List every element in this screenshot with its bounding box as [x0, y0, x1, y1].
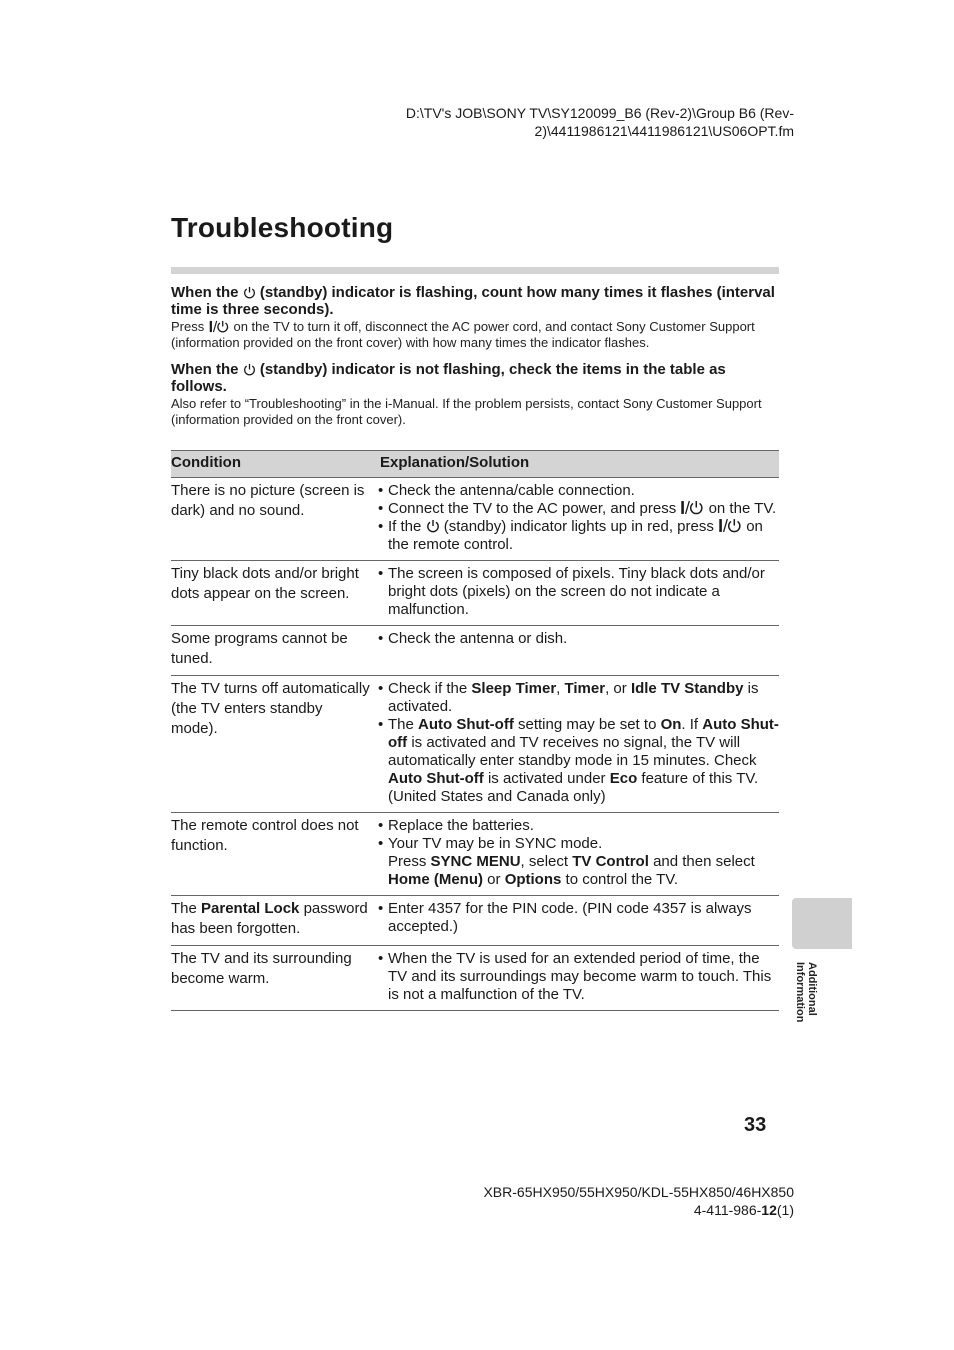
solution-item: • Enter 4357 for the PIN code. (PIN code 4357 is always accepted.) [375, 900, 779, 936]
solution-text: or [487, 871, 501, 888]
solution-cell [375, 813, 779, 896]
setting-name: Parental Lock [201, 900, 300, 917]
table-row [171, 813, 779, 896]
document-code [274, 1201, 794, 1219]
condition-header: Condition [171, 451, 375, 478]
solution-text: Connect the TV to the AC power, and press [388, 500, 677, 517]
setting-name: Sleep Timer [471, 680, 557, 697]
table-row [171, 626, 779, 676]
solution-cell [375, 478, 779, 561]
table-row [171, 561, 779, 626]
solution-text: on the remote control. [388, 518, 763, 553]
setting-name: Auto Shut-off [388, 770, 484, 787]
solution-text: (standby) indicator lights up in red, press [443, 518, 714, 535]
table-row [171, 946, 779, 1011]
setting-name: Eco [609, 770, 638, 787]
condition-cell [171, 896, 375, 946]
solution-text-line [388, 853, 779, 889]
setting-name: Auto Shut-off [418, 716, 514, 733]
page-title: Troubleshooting [171, 212, 394, 243]
document-code-prefix: 4-411-986- [693, 1202, 762, 1218]
solution-cell [375, 676, 779, 813]
file-path-line-2: 2)\4411986121\4411986121\US06OPT.fm [534, 123, 794, 139]
solution-item [375, 680, 779, 716]
table-row [171, 478, 779, 561]
condition-text: password has been forgotten. [171, 900, 368, 937]
setting-name: Idle TV Standby [630, 680, 744, 697]
condition-cell: Some programs cannot be tuned. [171, 626, 375, 676]
solution-item: • Check the antenna/cable connection. [375, 482, 779, 500]
not-flashing-heading-pre: When the [171, 361, 239, 378]
title-divider [171, 267, 779, 274]
document-code-suffix: (1) [776, 1202, 794, 1218]
setting-name: Options [504, 871, 562, 888]
solution-item: • Check the antenna or dish. [375, 630, 779, 648]
flashing-heading-pre: When the [171, 284, 239, 301]
solution-item [375, 835, 779, 889]
not-flashing-section [171, 361, 779, 428]
section-tab-label: Additional Information [794, 962, 818, 1023]
file-path [274, 104, 794, 140]
solution-text: is activated. [388, 680, 759, 715]
document-code-revision: 12 [761, 1202, 777, 1218]
setting-name: Home (Menu) [388, 871, 483, 888]
not-flashing-body: Also refer to “Troubleshooting” in the i-Manual. If the problem persists, contact Sony Customer Support (information provided on the front cover). [171, 396, 762, 427]
model-info [274, 1183, 794, 1219]
flashing-heading [171, 284, 779, 318]
solution-text: Check if the [388, 680, 468, 697]
condition-cell: Tiny black dots and/or bright dots appear on the screen. [171, 561, 375, 626]
flashing-heading-post: (standby) indicator is flashing, count how many times it flashes (interval time is three seconds). [171, 284, 775, 318]
standby-icon [243, 286, 256, 299]
solution-text: , select [520, 853, 569, 870]
flashing-body-post: on the TV to turn it off, disconnect the AC power cord, and contact Sony Customer Support (information provided on the front cover) with how many times the indicator flashes. [171, 319, 755, 350]
solution-text: , or [605, 680, 627, 697]
table-row [171, 676, 779, 813]
condition-cell: There is no picture (screen is dark) and no sound. [171, 478, 375, 561]
page-number: 33 [744, 1114, 767, 1136]
solution-cell [375, 896, 779, 946]
standby-icon [243, 363, 256, 376]
power-icon [718, 518, 742, 533]
standby-icon [426, 519, 440, 533]
not-flashing-heading [171, 361, 779, 395]
solution-item [375, 500, 779, 518]
not-flashing-heading-post: (standby) indicator is not flashing, check the items in the table as follows. [171, 361, 726, 395]
solution-text: feature of this TV. (United States and Canada only) [388, 770, 759, 805]
solution-text: The [388, 716, 414, 733]
flashing-body-pre: Press [171, 319, 205, 334]
section-tab [792, 898, 852, 949]
setting-name: TV Control [572, 853, 649, 870]
model-line: XBR-65HX950/55HX950/KDL-55HX850/46HX850 [483, 1184, 794, 1200]
setting-name: On [660, 716, 682, 733]
table-row [171, 896, 779, 946]
solution-text: If the [388, 518, 422, 535]
flashing-section [171, 284, 779, 351]
condition-cell: The TV turns off automatically (the TV enters standby mode). [171, 676, 375, 813]
power-icon [208, 320, 230, 333]
solution-cell [375, 946, 779, 1011]
setting-name: Timer [564, 680, 606, 697]
solution-text: is activated under [487, 770, 606, 787]
solution-item [375, 518, 779, 554]
solution-text: to control the TV. [565, 871, 679, 888]
power-icon [680, 500, 704, 515]
solution-item: • The screen is composed of pixels. Tiny black dots and/or bright dots (pixels) on the screen do not indicate a malfunction. [375, 565, 779, 619]
solution-text: • Your TV may be in SYNC mode. [388, 835, 603, 852]
setting-name: SYNC MENU [430, 853, 521, 870]
solution-text: . If [681, 716, 699, 733]
condition-cell: The remote control does not function. [171, 813, 375, 896]
flashing-body [171, 319, 779, 351]
solution-text: setting may be set to [518, 716, 657, 733]
solution-item: • Replace the batteries. [375, 817, 779, 835]
condition-cell: The TV and its surrounding become warm. [171, 946, 375, 1011]
solution-text: , [556, 680, 561, 697]
solution-text: on the TV. [708, 500, 777, 517]
solution-header: Explanation/Solution [375, 451, 779, 478]
solution-item: • When the TV is used for an extended period of time, the TV and its surroundings may become warm to touch. This is not a malfunction of the TV. [375, 950, 779, 1004]
solution-item [375, 716, 779, 806]
solution-cell [375, 626, 779, 676]
solution-text: and then select [653, 853, 755, 870]
solution-cell [375, 561, 779, 626]
file-path-line-1: D:\TV's JOB\SONY TV\SY120099_B6 (Rev-2)\Group B6 (Rev- [405, 105, 794, 121]
solution-text: is activated and TV receives no signal, the TV will automatically enter standby mode in 15 minutes. Check [388, 734, 757, 769]
solution-text: Press [388, 853, 427, 870]
setting-name: Auto Shut-off [388, 716, 779, 751]
condition-text: The [171, 900, 197, 917]
table-header-row [171, 451, 779, 478]
troubleshooting-table [171, 450, 779, 1011]
